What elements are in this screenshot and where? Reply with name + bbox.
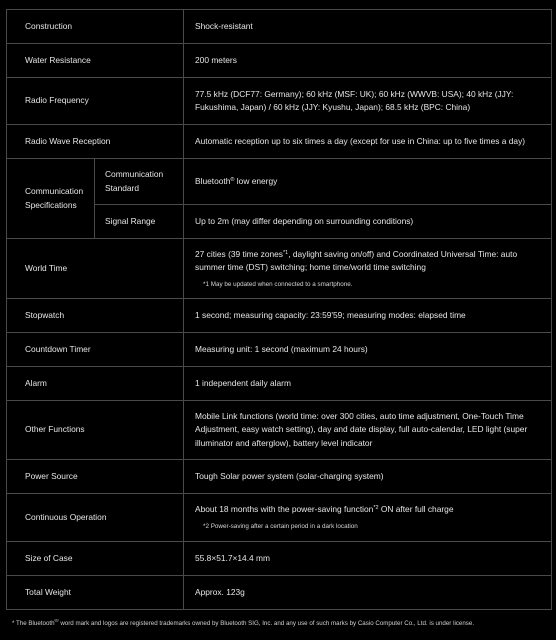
value-text-cont: ON after full charge (378, 504, 454, 515)
row-value: 55.8×51.7×14.4 mm (184, 542, 552, 576)
row-label: Construction (7, 10, 184, 44)
sub-label: Communication Standard (95, 159, 184, 205)
row-value (184, 239, 552, 299)
row-value: 77.5 kHz (DCF77: Germany); 60 kHz (MSF: UK); 60 kHz (WWVB: USA); 40 kHz (JJY: Fukushima, Japan) / 60 kHz (JJY: Kyushu, Japan); 68.5 kHz (BPC: China) (184, 78, 552, 125)
footnote-mark: *2 (373, 505, 379, 512)
table-row (7, 159, 552, 205)
spec-table (6, 9, 552, 610)
table-row (7, 44, 552, 78)
row-label: Water Resistance (7, 44, 184, 78)
low-energy-text: low energy (234, 175, 278, 186)
table-row (7, 239, 552, 299)
row-label: Power Source (7, 460, 184, 494)
value-text: 27 cities (39 time zones (195, 248, 283, 259)
row-label: Radio Frequency (7, 78, 184, 125)
table-row (7, 367, 552, 401)
row-value: Up to 2m (may differ depending on surrounding conditions) (184, 205, 552, 239)
row-value: Automatic reception up to six times a day (except for use in China: up to five times a day) (184, 125, 552, 159)
table-row (7, 299, 552, 333)
table-row (7, 542, 552, 576)
row-label: Total Weight (7, 576, 184, 610)
row-value (184, 494, 552, 542)
table-row (7, 10, 552, 44)
bluetooth-text: Bluetooth (195, 175, 231, 186)
row-value: Tough Solar power system (solar-charging system) (184, 460, 552, 494)
footnote-mark: *1 (283, 249, 289, 256)
row-label: Communication Specifications (7, 159, 95, 239)
registered-mark: ® (54, 619, 59, 624)
footnote: *1 May be updated when connected to a smartphone. (203, 280, 353, 288)
row-value: Approx. 123g (184, 576, 552, 610)
table-row (7, 78, 552, 125)
sub-label: Signal Range (95, 205, 184, 239)
value-text: About 18 months with the power-saving function (195, 504, 374, 515)
row-value: 1 second; measuring capacity: 23:59'59; measuring modes: elapsed time (184, 299, 552, 333)
row-label: Countdown Timer (7, 333, 184, 367)
table-row (7, 460, 552, 494)
row-value: Shock-resistant (184, 10, 552, 44)
value-text-cont: , daylight saving on/off) and Coordinated Universal Time: auto summer time (DST) switching; home time/world time switching (195, 248, 518, 272)
table-row (7, 125, 552, 159)
row-label: Continuous Operation (7, 494, 184, 542)
row-label: Other Functions (7, 401, 184, 460)
table-row (7, 576, 552, 610)
row-label: Radio Wave Reception (7, 125, 184, 159)
footnote-text: * The Bluetooth (12, 620, 55, 627)
row-label: World Time (7, 239, 184, 299)
table-row (7, 494, 552, 542)
row-value: 1 independent daily alarm (184, 367, 552, 401)
row-label: Stopwatch (7, 299, 184, 333)
row-value (184, 159, 552, 205)
row-label: Alarm (7, 367, 184, 401)
row-label: Size of Case (7, 542, 184, 576)
row-value: Mobile Link functions (world time: over 300 cities, auto time adjustment, One-Touch Time Adjustment, easy watch setting), day and date display, full auto-calendar, LED light (super illuminator and afterglow), battery level indicator (184, 401, 552, 460)
row-value: Measuring unit: 1 second (maximum 24 hours) (184, 333, 552, 367)
table-row (7, 333, 552, 367)
footnote: *2 Power-saving after a certain period in a dark location (203, 523, 358, 531)
trademark-footnote (12, 619, 552, 629)
row-value: 200 meters (184, 44, 552, 78)
registered-mark: ® (230, 176, 235, 183)
footnote-text-cont: word mark and logos are registered trademarks owned by Bluetooth SIG, Inc. and any use of such marks by Casio Computer Co., Ltd. is under license. (58, 620, 475, 627)
table-row (7, 401, 552, 460)
